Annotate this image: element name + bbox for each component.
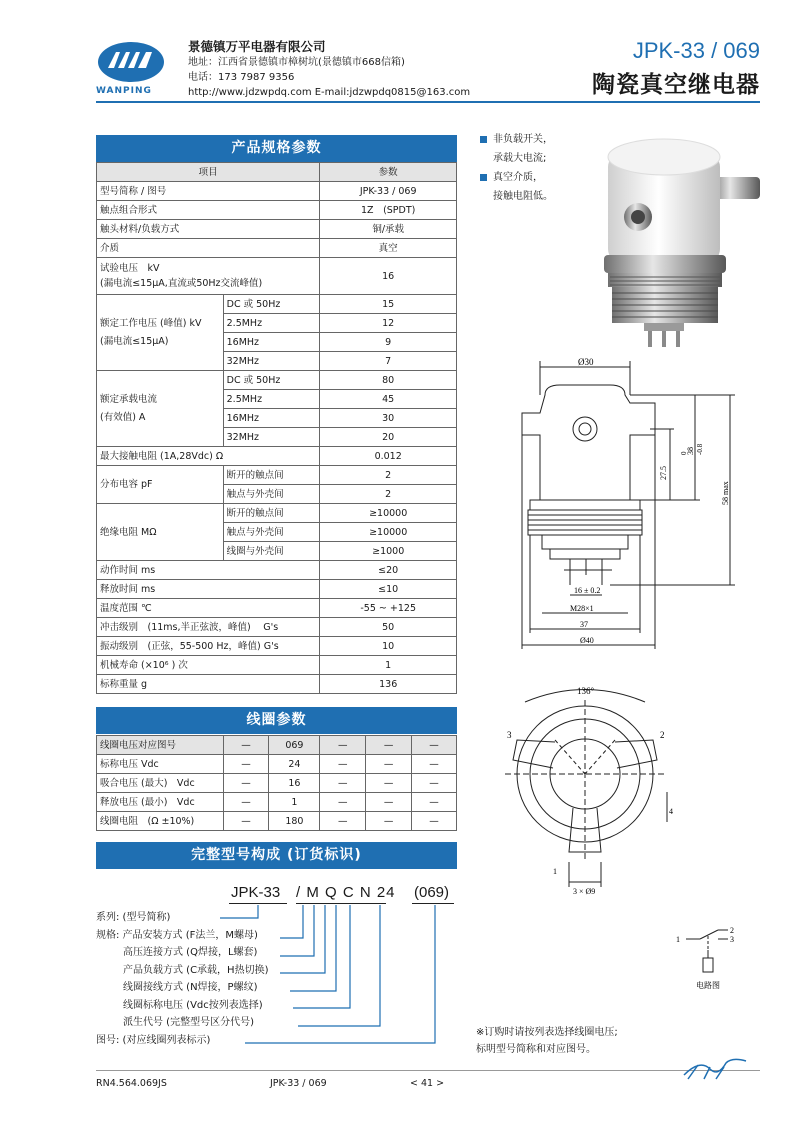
model-title: JPK-33 / 069: [632, 38, 760, 63]
table-row: 标称重量 g 136: [97, 675, 457, 694]
dim-136: 136°: [577, 686, 595, 696]
pin-2-label: 2: [660, 730, 665, 740]
company-name: 景德镇万平电器有限公司: [188, 39, 326, 54]
table-row: 分布电容 pF 断开的触点间 2: [97, 466, 457, 485]
bullet-icon: [480, 174, 487, 181]
pin-3-label: 3: [507, 730, 512, 740]
bullet-icon: [480, 136, 487, 143]
col-param: 参数: [320, 163, 457, 182]
table-row: 温度范围 ℃ -55 ~ +125: [97, 599, 457, 618]
col-item: 项目: [97, 163, 320, 182]
legend-item: 系列: (型号简称): [96, 912, 171, 923]
footer-model: JPK-33 / 069: [270, 1078, 327, 1089]
top-view-drawing: [495, 682, 675, 897]
circuit-pin-3: 3: [730, 935, 734, 944]
dim-37: 37: [580, 620, 588, 629]
code-letters: / M Q C N 24: [296, 884, 396, 901]
pin-1-label: 1: [553, 867, 557, 876]
dim-tol08: -0.8: [696, 443, 704, 455]
dim-tol0: 0: [680, 451, 688, 455]
dim-58max: 58 max: [721, 481, 730, 505]
legend-item: 派生代号 (完整型号区分代号): [123, 1017, 254, 1028]
dim-27-5: 27.5: [659, 466, 668, 480]
table-row: 绝缘电阻 MΩ 断开的触点间 ≥10000: [97, 504, 457, 523]
table-row: 16MHz 9: [97, 333, 457, 352]
table-row: 触点与外壳间 ≥10000: [97, 523, 457, 542]
legend-item: 产品负载方式 (C承载，H热切换): [123, 964, 269, 976]
table-row: 触头材料/负载方式 铜/承载: [97, 220, 457, 239]
table-row: 标称电压 Vdc — 24 — — —: [97, 755, 457, 774]
dimension-drawing: [490, 355, 770, 665]
dim-38: 38: [686, 447, 695, 455]
table-row: 试验电压 kV (漏电流≤15μA,直流或50Hz交流峰值) 16: [97, 258, 457, 295]
header-divider: [96, 101, 760, 103]
table-row: 介质 真空: [97, 239, 457, 258]
circuit-diagram: [672, 920, 752, 995]
table-row: 触点组合形式 1Z (SPDT): [97, 201, 457, 220]
company-phone: 电话：173 7987 9356: [188, 72, 295, 83]
table-row: 释放电压 (最小) Vdc — 1 — — —: [97, 793, 457, 812]
dim-d40: Ø40: [580, 636, 594, 645]
coil-table: [96, 735, 457, 831]
table-row: 释放时间 ms ≤10: [97, 580, 457, 599]
footer-doc-number: RN4.564.069JS: [96, 1078, 167, 1089]
footer-divider: [96, 1070, 760, 1071]
table-row: 额定工作电压 (峰值) kV (漏电流≤15μA) DC 或 50Hz 15: [97, 295, 457, 314]
code-series: JPK-33: [231, 884, 281, 901]
product-title: 陶瓷真空继电器: [592, 72, 760, 98]
dim-3x9: 3 × Ø9: [573, 887, 596, 896]
legend-item: 高压连接方式 (Q焊接，L螺套): [123, 947, 258, 958]
page-number: < 41 >: [410, 1078, 445, 1089]
feature-notes: 非负载开关， 承载大电流; 真空介质， 接触电阻低。: [480, 130, 553, 206]
legend-item: 线圈接线方式 (N焊接，P螺纹): [123, 982, 258, 993]
legend-item: 图号: (对应线圈列表标示): [96, 1034, 211, 1046]
model-code-title: 完整型号构成 (订货标识): [96, 842, 457, 869]
legend-item: 线圈标称电压 (Vdc按列表选择): [123, 999, 263, 1011]
table-row: 型号简称 / 图号 JPK-33 / 069: [97, 182, 457, 201]
brand-mark-icon: [680, 1055, 750, 1083]
circuit-pin-2: 2: [730, 926, 734, 935]
table-row: 2.5MHz 45: [97, 390, 457, 409]
company-contact: [188, 55, 470, 100]
spec-table: [96, 162, 457, 694]
table-row: 额定承载电流 (有效值) A DC 或 50Hz 80: [97, 371, 457, 390]
dim-4: 4: [669, 807, 673, 816]
model-code-leader-lines: [170, 900, 470, 1055]
order-note: ※订购时请按列表选择线圈电压; 标明型号简称和对应图号。: [476, 1027, 618, 1055]
circuit-pin-1: 1: [676, 935, 680, 944]
table-row: 冲击级别 (11ms,半正弦波，峰值) G's 50: [97, 618, 457, 637]
legend-item: 规格: 产品安装方式 (F法兰，M螺母): [96, 929, 258, 941]
table-row: 线圈与外壳间 ≥1000: [97, 542, 457, 561]
table-row: 吸合电压 (最大) Vdc — 16 — — —: [97, 774, 457, 793]
company-logo: [96, 40, 166, 84]
company-address: 地址：江西省景德镇市樟树坑(景德镇市668信箱): [188, 57, 405, 68]
logo-text: WANPING: [96, 86, 152, 96]
table-row: 振动级别 (正弦，55-500 Hz，峰值) G's 10: [97, 637, 457, 656]
company-web[interactable]: http://www.jdzwpdq.com E-mail:jdzwpdq0815@163.com: [188, 87, 471, 98]
product-photo: [590, 135, 765, 355]
code-drawing: (069): [414, 884, 450, 901]
table-row: 机械寿命 (×10⁶ ) 次 1: [97, 656, 457, 675]
table-row: 最大接触电阻 (1A,28Vdc) Ω 0.012: [97, 447, 457, 466]
circuit-label: 电路图: [696, 981, 720, 990]
table-row: 32MHz 20: [97, 428, 457, 447]
dim-d30: Ø30: [578, 357, 594, 367]
table-row: 2.5MHz 12: [97, 314, 457, 333]
spec-title: 产品规格参数: [96, 135, 457, 162]
table-row: 16MHz 30: [97, 409, 457, 428]
table-row: 触点与外壳间 2: [97, 485, 457, 504]
table-header: [97, 163, 457, 182]
table-row: 32MHz 7: [97, 352, 457, 371]
table-row: 线圈电阻 (Ω ±10%) — 180 — — —: [97, 812, 457, 831]
dim-m28: M28×1: [570, 604, 594, 613]
coil-title: 线圈参数: [96, 707, 457, 734]
dim-16: 16 ± 0.2: [574, 586, 601, 595]
table-row: 动作时间 ms ≤20: [97, 561, 457, 580]
table-row: 线圈电压对应图号 — 069 — — —: [97, 736, 457, 755]
